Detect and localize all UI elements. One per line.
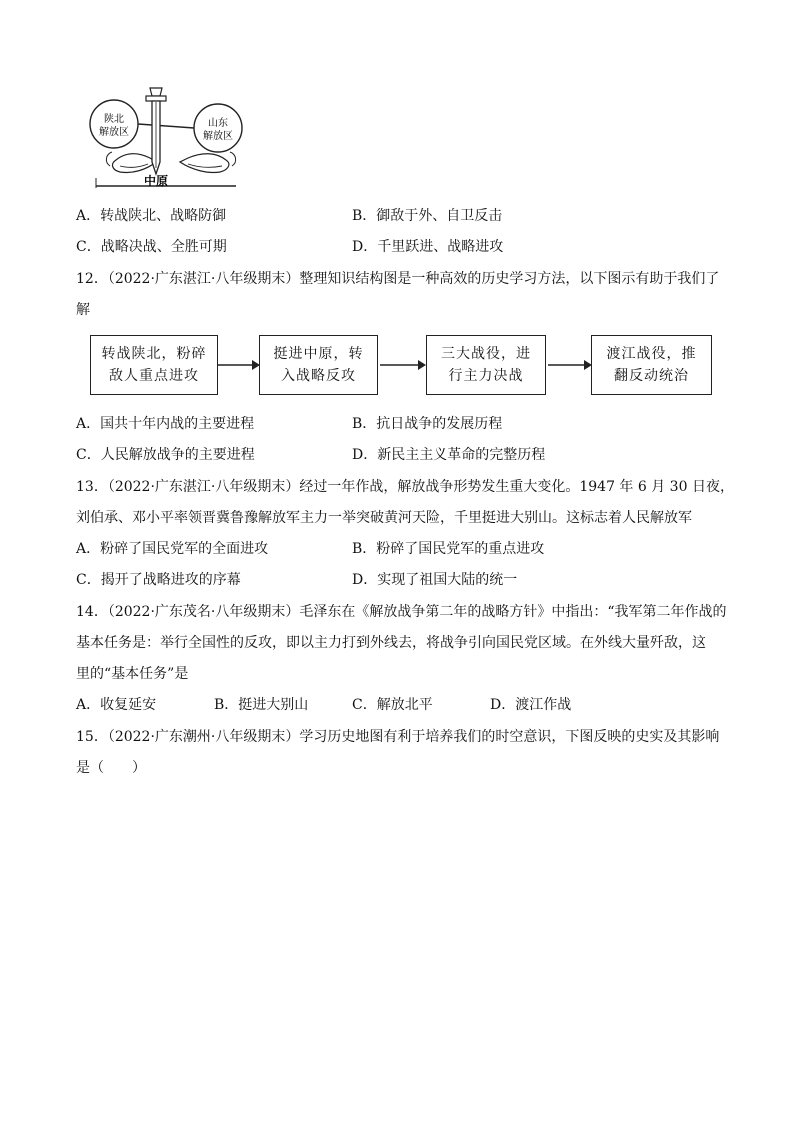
q12-option-a[interactable]: A．国共十年内战的主要进程 xyxy=(76,416,255,432)
flow-arrow-3 xyxy=(548,359,592,371)
q14-option-d[interactable]: D．渡江作战 xyxy=(490,697,572,713)
q14-stem-line1: 14．（2022·广东茂名·八年级期末）毛泽东在《解放战争第二年的战略方针》中指出：“我军第二年作战的 xyxy=(76,604,727,620)
flow-box-2-line2: 入战略反攻 xyxy=(281,368,356,384)
bottom-label: 中原 xyxy=(143,174,169,188)
q12-option-d[interactable]: D．新民主主义革命的完整历程 xyxy=(352,447,546,463)
flow-box-1 xyxy=(90,335,218,395)
q12-stem-line1: 12．（2022·广东湛江·八年级期末）整理知识结构图是一种高效的历史学习方法，以下图示有助于我们了 xyxy=(76,271,720,287)
q11-option-b[interactable]: B．御敌于外、自卫反击 xyxy=(352,208,503,224)
q13-option-b[interactable]: B．粉碎了国民党军的重点进攻 xyxy=(352,541,545,557)
q12-option-c[interactable]: C．人民解放战争的主要进程 xyxy=(76,447,255,463)
right-circle-label-1: 山东 xyxy=(208,118,228,129)
flow-box-4 xyxy=(591,335,712,395)
q13-stem-line2: 刘伯承、邓小平率领晋冀鲁豫解放军主力一举突破黄河天险，千里挺进大别山。这标志着人民解放军 xyxy=(76,510,692,526)
q11-option-a[interactable]: A．转战陕北、战略防御 xyxy=(76,208,227,224)
q13-option-a[interactable]: A．粉碎了国民党军的全面进攻 xyxy=(76,541,269,557)
q11-option-c[interactable]: C．战略决战、全胜可期 xyxy=(76,239,227,255)
left-circle-label-2: 解放区 xyxy=(99,127,129,138)
q14-option-a[interactable]: A．收复延安 xyxy=(76,697,157,713)
q12-stem-line2: 解 xyxy=(76,302,90,318)
q14-stem-line3: 里的“基本任务”是 xyxy=(76,666,189,682)
flow-box-2 xyxy=(259,335,378,395)
flow-box-1-line2: 敌人重点进攻 xyxy=(109,368,199,384)
flow-box-3-line2: 行主力决战 xyxy=(448,368,524,384)
sword-diagram xyxy=(76,82,266,192)
q12-option-b[interactable]: B．抗日战争的发展历程 xyxy=(352,416,503,432)
flow-arrow-2 xyxy=(380,359,426,371)
left-circle-label-1: 陕北 xyxy=(104,114,124,125)
q11-option-d[interactable]: D．千里跃进、战略进攻 xyxy=(352,239,504,255)
q13-option-c[interactable]: C．揭开了战略进攻的序幕 xyxy=(76,572,241,588)
q11-figure xyxy=(76,82,266,192)
q14-option-b[interactable]: B．挺进大别山 xyxy=(214,697,309,713)
right-circle-label-2: 解放区 xyxy=(203,131,233,142)
flow-box-3-line1: 三大战役，进 xyxy=(441,346,531,362)
q15-stem-line2: 是（ ） xyxy=(76,760,146,776)
flow-box-4-line2: 翻反动统治 xyxy=(614,368,689,384)
q13-option-d[interactable]: D．实现了祖国大陆的统一 xyxy=(352,572,518,588)
flow-box-3 xyxy=(426,335,546,395)
flow-arrow-1 xyxy=(218,359,260,371)
q14-option-c[interactable]: C．解放北平 xyxy=(352,697,433,713)
q15-stem-line1: 15．（2022·广东潮州·八年级期末）学习历史地图有利于培养我们的时空意识，下图反映的史实及其影响 xyxy=(76,729,720,745)
flow-box-2-line1: 挺进中原，转 xyxy=(273,346,364,362)
flow-box-4-line1: 渡江战役，推 xyxy=(606,346,697,362)
flow-box-1-line1: 转战陕北，粉碎 xyxy=(101,346,207,362)
q13-stem-line1: 13．（2022·广东湛江·八年级期末）经过一年作战，解放战争形势发生重大变化。1947 年 6 月 30 日夜， xyxy=(76,479,734,495)
q14-stem-line2: 基本任务是：举行全国性的反攻，即以主力打到外线去，将战争引向国民党区域。在外线大量歼敌，这 xyxy=(76,635,706,651)
